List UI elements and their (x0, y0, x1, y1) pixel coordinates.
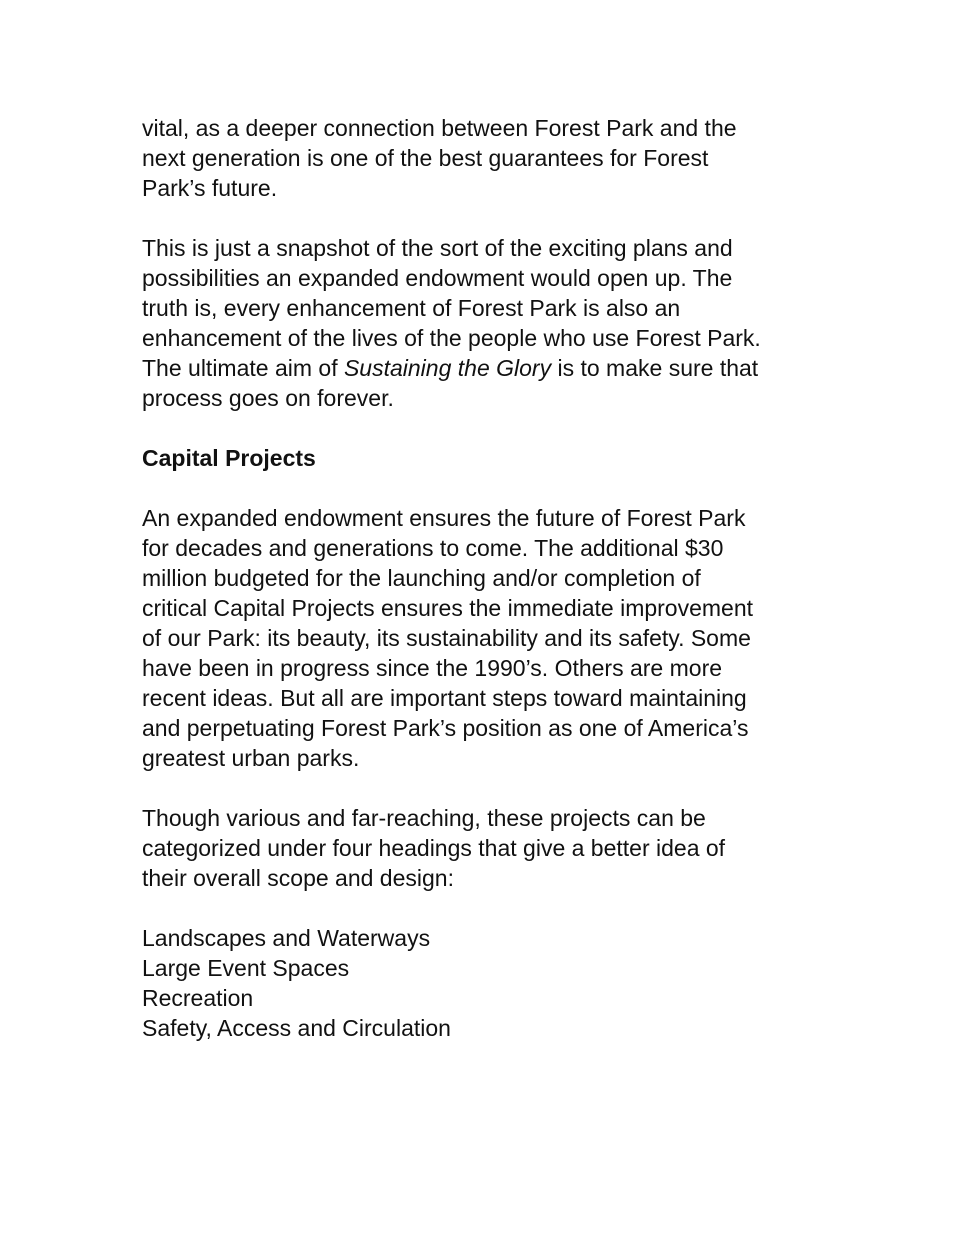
paragraph-four-headings (142, 803, 842, 893)
text-line: next generation is one of the best guarantees for Forest (142, 145, 709, 171)
text-line: vital, as a deeper connection between Forest Park and the (142, 115, 737, 141)
text-line: have been in progress since the 1990’s. Others are more (142, 655, 723, 681)
text-line: for decades and generations to come. The additional $30 (142, 535, 724, 561)
text-line: recent ideas. But all are important steps toward maintaining (142, 685, 747, 711)
text-line: process goes on forever. (142, 385, 394, 411)
category-item-recreation: Recreation (142, 985, 254, 1011)
text-line: greatest urban parks. (142, 745, 360, 771)
text-fragment: is to make sure that (551, 355, 759, 381)
text-line: of our Park: its beauty, its sustainability and its safety. Some (142, 625, 751, 651)
paragraph-expanded-endowment (142, 503, 842, 773)
category-list (142, 923, 842, 1043)
text-line: Though various and far-reaching, these projects can be (142, 805, 706, 831)
text-line-with-title (142, 353, 842, 383)
category-item-event-spaces: Large Event Spaces (142, 955, 350, 981)
text-line: their overall scope and design: (142, 865, 454, 891)
paragraph-next-generation (142, 113, 842, 203)
text-line: An expanded endowment ensures the future of Forest Park (142, 505, 746, 531)
text-line: truth is, every enhancement of Forest Park is also an (142, 295, 681, 321)
category-item-safety: Safety, Access and Circulation (142, 1015, 451, 1041)
paragraph-snapshot (142, 233, 842, 413)
text-line: Park’s future. (142, 175, 278, 201)
text-line: categorized under four headings that give a better idea of (142, 835, 726, 861)
category-item-landscapes: Landscapes and Waterways (142, 925, 431, 951)
text-line: critical Capital Projects ensures the immediate improvement (142, 595, 754, 621)
text-fragment: The ultimate aim of (142, 355, 344, 381)
document-page (142, 113, 842, 1043)
text-line: possibilities an expanded endowment would open up. The (142, 265, 733, 291)
text-line: enhancement of the lives of the people who use Forest Park. (142, 325, 761, 351)
text-line: million budgeted for the launching and/or completion of (142, 565, 701, 591)
text-line: This is just a snapshot of the sort of the exciting plans and (142, 235, 733, 261)
campaign-title: Sustaining the Glory (343, 355, 552, 381)
text-line: and perpetuating Forest Park’s position as one of America’s (142, 715, 749, 741)
section-heading: Capital Projects (142, 445, 316, 471)
